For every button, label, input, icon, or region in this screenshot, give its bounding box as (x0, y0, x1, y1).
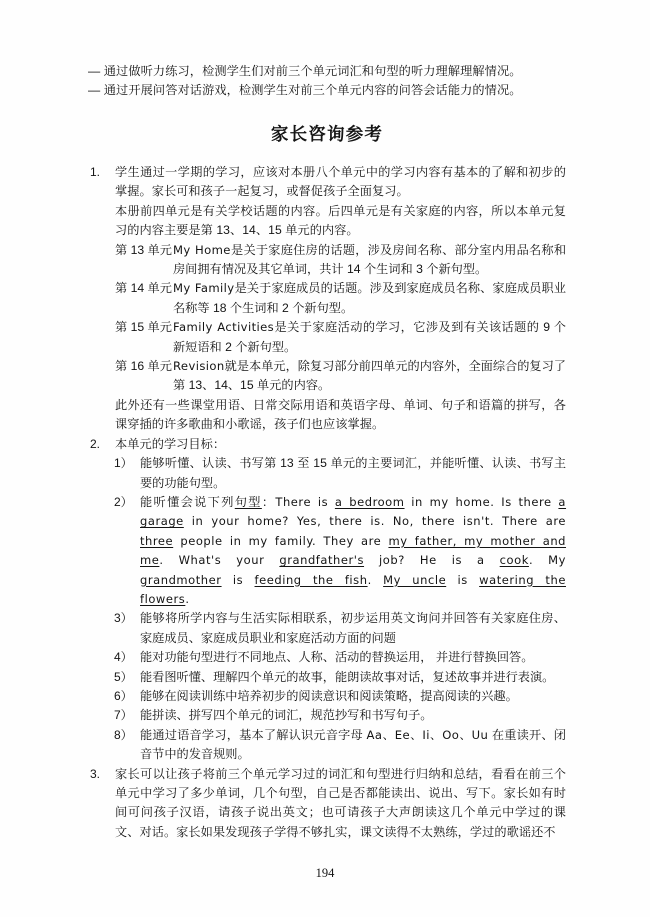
sub-item-3-text: 能够将所学内容与生活实际相联系，初步运用英文询问并回答有关家庭住房、家庭成员、家庭成员职业和家庭活动方面的问题 (140, 611, 566, 645)
intro-line-1: — 通过做听力练习，检测学生们对前三个单元词汇和句型的听力理解理解情况。 (88, 64, 522, 78)
sentence-fragment: . (185, 591, 190, 606)
sentence-underlined-fragment: watering the flowers (140, 572, 566, 606)
list-marker-2: 2. (90, 436, 101, 451)
unit-label: 第 14 单元 (115, 281, 172, 296)
unit-row (88, 318, 566, 357)
page-content (88, 62, 566, 842)
item3-text: 家长可以让孩子将前三个单元学习过的词汇和句型进行归纳和总结，看看在前三个单元中学习了多少单词，几个句型，自己是否都能读出、说出、写下。家长如有时间可问孩子汉语，请孩子说出英文；也可请孩子大声朗读这几个单元中学过的课文、对话。家长如果发现孩子学得不够扎实，课文读得不太熟练，学过的歌谣还不 (115, 766, 566, 839)
unit-label: 第 13 单元 (115, 242, 172, 257)
sentence-fragment: . My (528, 553, 566, 568)
sentence-fragment: is (446, 572, 480, 587)
sub-item-4-text: 能对功能句型进行不同地点、人称、活动的替换运用， 并进行替换回答。 (140, 650, 534, 665)
unit-row (88, 357, 566, 396)
sub-list-item-7 (88, 706, 566, 725)
sub-item-5-text: 能看图听懂、理解四个单元的故事，能朗读故事对话，复述故事并进行表演。 (140, 669, 555, 684)
item1-paragraph-3: 此外还有一些课堂用语、日常交际用语和英语字母、单词、句子和语篇的拼写，各课穿插的许多歌曲和小歌谣，孩子们也应该掌握。 (115, 397, 566, 432)
unit-description: 是关于家庭成员的话题。涉及到家庭成员名称、家庭成员职业名称等 18 个生词和 2 个新句型。 (173, 281, 566, 315)
sub-item-1-text: 能够听懂、认读、书写第 13 至 15 单元的主要词汇，并能听懂、认读、书写主要的功能句型。 (140, 456, 566, 490)
unit-description: 是关于家庭住房的话题，涉及房间名称、部分室内用品名称和房间拥有情况及其它单词，共计 14 个生词和 3 个新句型。 (173, 242, 567, 277)
item1-trailing (88, 396, 566, 435)
unit-label: 第 15 单元 (115, 320, 172, 335)
sub-list-marker-2: 2） (114, 494, 133, 509)
sentence-fragment: people in my family. They are (173, 533, 389, 548)
sub-list-marker-6: 6） (114, 688, 133, 703)
sentence-fragment: in your home? Yes, there is. No, there isn't. There are (183, 514, 566, 529)
sentence-underlined-fragment: feeding the fish (254, 572, 368, 587)
sentence-lead-after: ： (261, 494, 276, 509)
unit-english-name: My Home (173, 242, 231, 257)
unit-row (88, 241, 566, 280)
sub-list-item-3 (88, 609, 566, 648)
intro-line-2: — 通过开展问答对话游戏，检测学生对前三个单元内容的问答会话能力的情况。 (88, 83, 522, 97)
sentence-underlined-fragment: My uncle (383, 572, 447, 587)
sub-list-marker-8: 8） (114, 727, 133, 742)
unit-english-name: My Family (173, 281, 235, 296)
page-number: 194 (315, 866, 335, 880)
unit-english-name: Family Activities (173, 320, 275, 335)
sub-list-item-6 (88, 687, 566, 706)
sentence-underlined-fragment: three (140, 533, 174, 548)
sentence-underlined-fragment: grandmother (140, 572, 222, 587)
sentence-underlined-fragment: cook (499, 553, 529, 568)
item1-paragraph-1: 学生通过一学期的学习，应该对本册八个单元中的学习内容有基本的了解和初步的掌握。家长可和孩子一起复习，或督促孩子全面复习。 (115, 165, 566, 199)
sentence-fragment: job? He is a (364, 553, 500, 568)
sub-list-item-1 (88, 454, 566, 493)
unit-label: 第 16 单元 (115, 359, 172, 374)
sub-list-item-8 (88, 726, 566, 765)
sentence-underlined-fragment: grandfather's (279, 553, 365, 568)
list-item-2 (88, 435, 566, 454)
list-marker-1: 1. (90, 165, 101, 179)
sub-list-item-2 (88, 493, 566, 609)
list-marker-3: 3. (90, 766, 101, 781)
sentence-lead-before: 能听懂会说下列 (140, 494, 235, 509)
sentence-fragment: in my home. Is there (404, 494, 559, 509)
sentence-underlined-fragment: a garage (140, 494, 567, 529)
unit-row (88, 279, 566, 318)
sub-item-8-lead: 能通过语音学习，基本了解认识元音字母 (140, 727, 367, 742)
sub-item-2-text (140, 493, 566, 609)
sub-item-8-tail: 在重读开、闭音节中的发音规则。 (140, 727, 566, 762)
item2-heading: 本单元的学习目标： (115, 436, 226, 451)
sentence-fragment: There is (275, 494, 335, 509)
sub-list-marker-3: 3） (114, 611, 133, 626)
sub-list-marker-4: 4） (114, 650, 133, 665)
unit-description: 是关于家庭活动的学习，它涉及到有关该话题的 9 个新短语和 2 个新句型。 (173, 320, 566, 354)
item1-paragraph-2: 本册前四单元是有关学校话题的内容。后四单元是有关家庭的内容，所以本单元复习的内容主要是第 13、14、15 单元的内容。 (115, 203, 566, 238)
sub-list-marker-5: 5） (114, 669, 133, 684)
sub-item-8-text (140, 726, 566, 765)
sentence-underlined-fragment: a bedroom (334, 494, 405, 509)
vowel-letters: Aa、Ee、Ii、Oo、Uu (366, 727, 489, 742)
unit-english-name: Revision (173, 359, 225, 374)
sentence-lead-underlined: 句型 (234, 494, 262, 509)
sentence-underlined-fragment: my father, my mother and me (140, 533, 567, 568)
page-title: 家长咨询参考 (270, 124, 384, 144)
sentence-fragment: is (221, 572, 255, 587)
sub-list-item-4 (88, 648, 566, 667)
sub-list-item-5 (88, 668, 566, 687)
sub-item-7-text: 能拼读、拼写四个单元的词汇，规范抄写和书写句子。 (140, 708, 433, 723)
list-item-1 (88, 163, 566, 241)
sentence-fragment: . (367, 572, 384, 587)
unit-description: 就是本单元，除复习部分前四单元的内容外，全面综合的复习了第 13、14、15 单元的内容。 (173, 359, 566, 393)
sentence-fragment: . What's your (159, 553, 280, 568)
example-sentences (140, 495, 566, 606)
list-item-3 (88, 765, 566, 843)
sub-list-marker-7: 7） (114, 708, 133, 723)
sub-list-marker-1: 1） (114, 456, 133, 471)
sub-item-6-text: 能够在阅读训练中培养初步的阅读意识和阅读策略，提高阅读的兴趣。 (140, 688, 518, 703)
